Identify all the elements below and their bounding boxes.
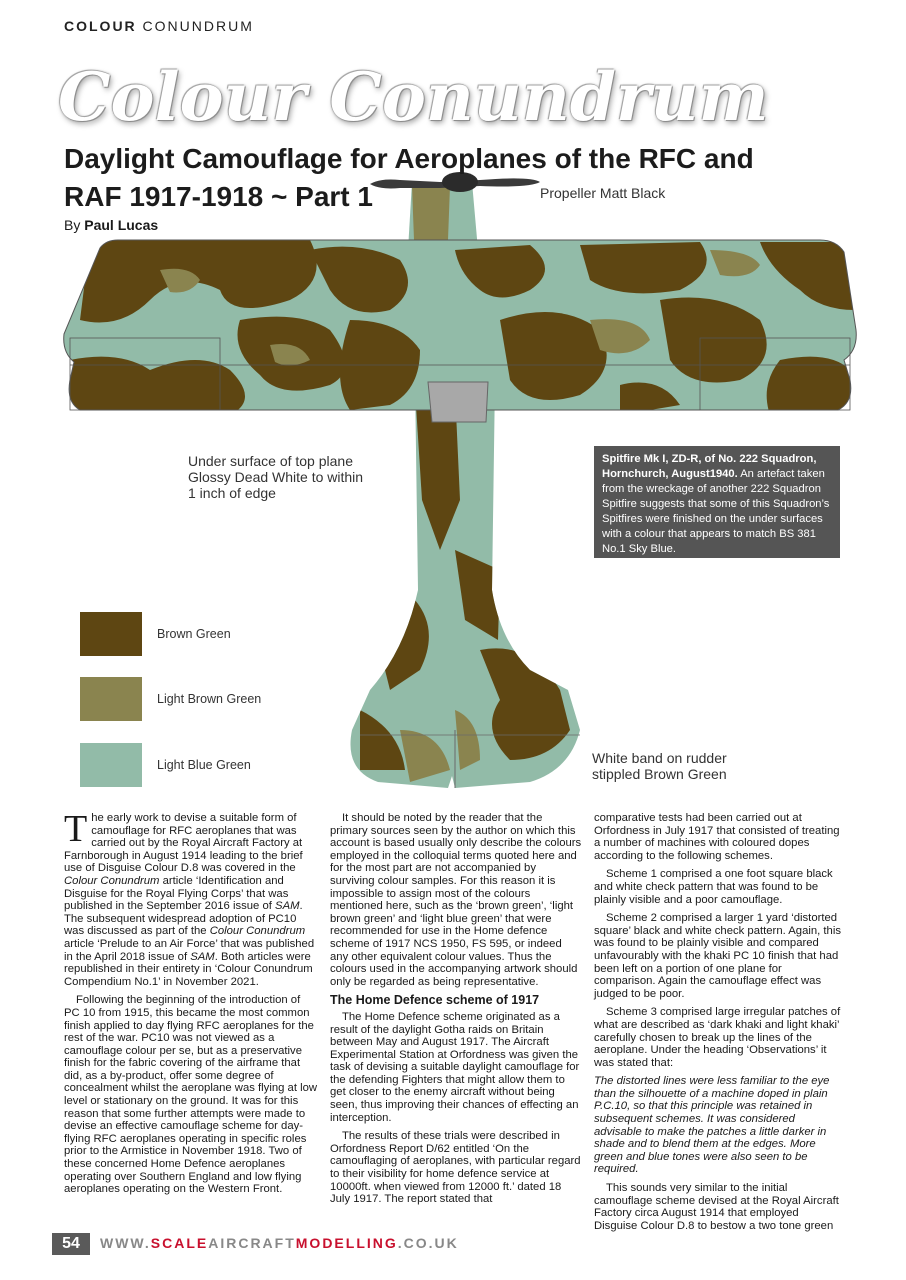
legend-label-brown-green: Brown Green [157, 627, 231, 641]
col1-p1-text-d: article ‘Prelude to an Air Force’ that was published in the April 2018 issue of [64, 937, 315, 963]
byline-author: Paul Lucas [84, 217, 159, 233]
section-label-rest: CONUNDRUM [136, 18, 254, 34]
col3-paragraph-2: Scheme 1 comprised a one foot square black and white check pattern that was found to be plainly visible and a poor camouflage. [594, 868, 833, 906]
byline [64, 217, 158, 233]
url-part-modelling: MODELLING [295, 1235, 398, 1251]
legend-swatch-light-brown-green [80, 677, 142, 721]
drop-cap: T [64, 808, 88, 850]
underside-label-line3: 1 inch of edge [188, 485, 276, 501]
col1-paragraph-1 [64, 808, 318, 988]
caption-title: Spitfire Mk I, ZD-R, of No. 222 Squadron, Hornchurch, August1940. [602, 453, 817, 480]
col3-paragraph-1: comparative tests had been carried out at Orfordness in July 1917 that consisted of treating a number of machines with coloured dopes according to the following schemes. [594, 812, 840, 862]
legend-label-light-blue-green: Light Blue Green [157, 758, 251, 772]
col1-p1-italic-1: Colour Conundrum [64, 874, 160, 887]
magazine-feature-title: Colour Conundrum [58, 58, 769, 136]
rudder-label-line2: stippled Brown Green [592, 766, 727, 782]
fuselage-tail [340, 370, 600, 800]
article-column-3 [594, 812, 844, 1238]
col3-paragraph-5: This sounds very similar to the initial camouflage scheme devised at the Royal Aircraft Factory circa August 1914 that employed Disguise Colour D.8 to bestow a two tone green [594, 1182, 839, 1232]
col1-p1-italic-4: SAM [190, 950, 215, 963]
caption-text: An artefact taken from the wreckage of another 222 Squadron Spitfire suggests that some of this Squadron’s Spitfires were finished on the under surfaces with a colour that appears to match BS 381 No.1 Sky Blue. [602, 468, 830, 555]
article-column-1 [64, 808, 318, 1202]
website-url[interactable] [100, 1235, 459, 1251]
section-label [64, 18, 254, 34]
col1-p1-text-a: he early work to devise a suitable form of camouflage for RFC aeroplanes that was carried out by the Royal Aircraft Factory at Farnborough in August 1914 leading to the brief use of Disguise Colour D.8 was covered in the [64, 812, 303, 875]
url-part-www: WWW. [100, 1235, 151, 1251]
col2-paragraph-2: The Home Defence scheme originated as a result of the daylight Gotha raids on Britain between May and August 1917. The Aircraft Experimental Station at Orfordness was given the task of devising a suitable daylight camouflage for the defending Fighters that might allow them to get closer to the enemy aircraft without being seen, thus improving their chances of effecting an interception. [330, 1010, 580, 1124]
image-caption [594, 446, 840, 558]
rudder-label-line1: White band on rudder [592, 750, 727, 766]
page-number: 54 [52, 1233, 90, 1255]
url-part-domain: .CO.UK [397, 1235, 459, 1251]
col1-paragraph-2: Following the beginning of the introduction of PC 10 from 1915, this became the most common finish applied to day flying RFC aeroplanes for the rest of the war. PC10 was not viewed as a camouflage colour per se, but as a preservative finish for the fabric covering of the airframe that did, as a by-product, offer some degree of concealment whilst the aeroplane was flying at low level or stationary on the ground. It was for this reason that some further attempts were made to devise an effective camouflage scheme for day-flying RFC aeroplanes operating in specific roles prior to the Armistice in November 1918. Two of these concerned Home Defence aeroplanes operating over Southern England and low flying aeroplanes operating on the Western Front. [64, 994, 318, 1196]
underside-label-line2: Glossy Dead White to within [188, 469, 364, 485]
col1-p1-text-b: article ‘Identification and Disguise for the Royal Flying Corps’ that was published in the September 2016 issue of [64, 874, 289, 913]
col2-paragraph-1: It should be noted by the reader that the primary sources seen by the author on which this account is based usually only describe the colours employed in the colloquial terms quoted here and for the most part are not accompanied by surviving colour samples. For this reason it is impossible to assign most of the colours mentioned here, such as the ‘brown green’, ‘light brown green’ and ‘light blue green’ that were recommended for use in the Home defence scheme of 1917 NCS 1950, FS 595, or indeed any other equivalent colour values. Thus the colours used in the accompanying artwork should only be regarded as being representative. [330, 812, 582, 988]
col2-paragraph-3: The results of these trials were described in Orfordness Report D/62 entitled ‘On the camouflaging of aeroplanes, with particular regard to their visibility for home defence service at 10000ft. when viewed from 12000 ft.’ dated 18 July 1917. The report stated that [330, 1130, 581, 1206]
headline-line1: Daylight Camouflage for Aeroplanes of the RFC and [64, 143, 754, 174]
col3-quote: The distorted lines were less familiar to the eye than the silhouette of a machine doped in plain P.C.10, so that this principle was retained in subsequent schemes. It was considered advisable to make the patches a little darker in shade and to blend them at the edges. More green and blue tones were also seen to be required. [594, 1075, 830, 1176]
url-part-aircraft: AIRCRAFT [208, 1235, 296, 1251]
article-column-2 [330, 812, 582, 1212]
propeller-label: Propeller Matt Black [540, 185, 666, 201]
section-label-bold: COLOUR [64, 18, 137, 34]
col3-paragraph-4: Scheme 3 comprised large irregular patches of what are described as ‘dark khaki and light khaki’ carefully chosen to break up the lines of the aeroplane. Under the heading ‘Observations’ it was stated that: [594, 1006, 841, 1069]
headline-line2: RAF 1917-1918 ~ Part 1 [64, 181, 373, 212]
section-heading-home-defence: The Home Defence scheme of 1917 [330, 993, 540, 1008]
col1-p1-italic-2: SAM [275, 900, 300, 913]
byline-prefix: By [64, 217, 85, 233]
legend-swatch-brown-green [80, 612, 142, 656]
underside-label-line1: Under surface of top plane [188, 453, 353, 469]
legend-swatch-light-blue-green [80, 743, 142, 787]
cockpit-cutout [428, 382, 488, 422]
col1-p1-text-e: . Both articles were republished in their entirety in ‘Colour Conundrum Compendium No.1’ in November 2021. [64, 950, 313, 988]
col1-p1-text-c: . The subsequent widespread adoption of PC10 was discussed as part of the [64, 900, 303, 938]
legend-label-light-brown-green: Light Brown Green [157, 692, 262, 706]
url-part-scale: SCALE [150, 1235, 209, 1251]
page-footer [52, 1233, 472, 1255]
colour-legend [80, 612, 261, 787]
article-headline [64, 140, 824, 216]
col1-p1-italic-3: Colour Conundrum [209, 925, 306, 938]
col3-paragraph-3: Scheme 2 comprised a larger 1 yard ‘distorted square’ black and white check pattern. Again, this was found to be plainly visible and compared unfavourably with the khaki PC 10 finish that had been left on a portion of one plane for comparison. Again the camouflage effect was judged to be poor. [594, 912, 842, 1000]
